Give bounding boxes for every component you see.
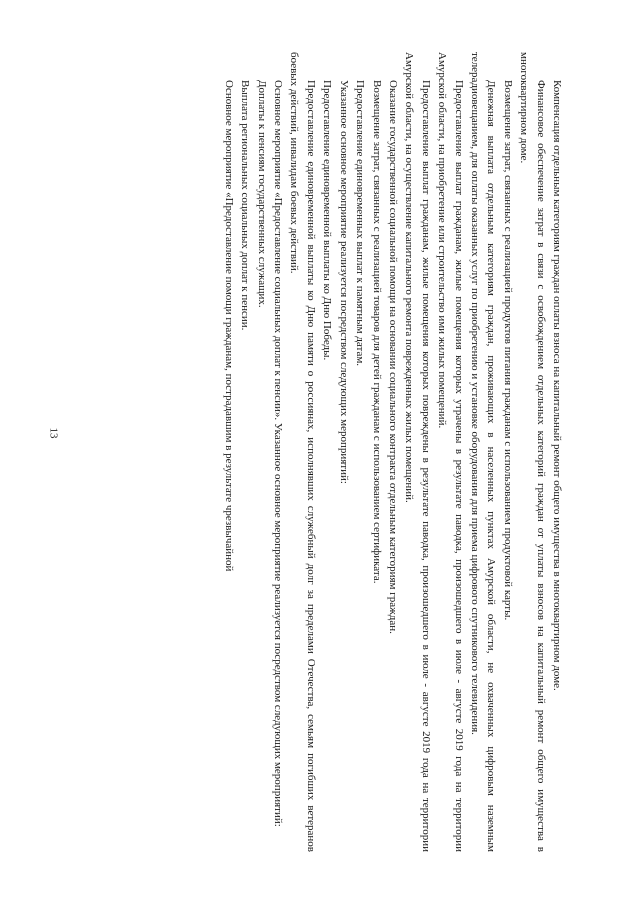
paragraph: Денежная выплата отдельным категориям граждан, проживающих в населенных пунктах Амурской области, не охваченных цифровым наземным телерадиовещанием, для оплаты оказанных услуг по приобретению и установке оборудования для приема цифрового спутникового телевидения. [468, 52, 498, 852]
paragraph: Предоставление единовременных выплат к памятным датам. [354, 80, 367, 367]
paragraph: Предоставление выплат гражданам, жилые помещения которых утрачены в результате паводка, произошедшего в июле - августе 2019 года на территории Амурской области, на приобретение или строительство ими жилых помещений. [436, 52, 465, 852]
paragraph: Указанное основное мероприятие реализуется посредством следующих мероприятий: [337, 80, 350, 484]
paragraph: Выплата региональных социальных доплат к пенсии. [239, 80, 252, 331]
paragraph: Предоставление единовременной выплаты ко Дню памяти о россиянах, исполнявших служебный долг за пределами Отечества, семьям погибших ветеранов боевых действий, инвалидам боевых действий. [288, 52, 317, 852]
paragraph: Финансовое обеспечение затрат в связи с освобождением отдельных категорий граждан от уплаты взносов на капитальный ремонт общего имущества в многоквартирном доме. [518, 52, 547, 852]
page-number: 13 [47, 427, 60, 439]
paragraph: Предоставление единовременной выплаты ко Дню Победы. [321, 80, 334, 361]
paragraph: Основное мероприятие «Предоставление помощи гражданам, пострадавшим в результате чрезвычайной [222, 80, 235, 572]
paragraph: Основное мероприятие «Предоставление социальных доплат к пенсии». Указанное основное мероприятие реализуется посредством следующих мероприятий: [272, 80, 285, 827]
paragraph: Оказание государственной социальной помощи на основании социального контракта отдельным категориям граждан. [386, 80, 399, 634]
paragraph: Возмещение затрат, связанных с реализацией товаров для детей гражданам с использованием сертификата. [370, 80, 383, 584]
paragraph: Компенсация отдельным категориям граждан оплаты взноса на капитальный ремонт общего имущества в многоквартирном доме. [551, 80, 563, 691]
paragraph: Возмещение затрат, связанных с реализацией продуктов питания гражданам с использованием продуктовой карты. [501, 80, 514, 621]
paragraph: Доплаты к пенсиям государственных служащих. [255, 80, 268, 308]
document-body [115, 52, 565, 852]
paragraph: Предоставление выплат гражданам, жилые помещения которых повреждены в результате паводка, произошедшего в июле - августе 2019 года на территории Амурской области, на осуществление капитального ремонта поврежденных жилых помещений. [403, 52, 432, 852]
